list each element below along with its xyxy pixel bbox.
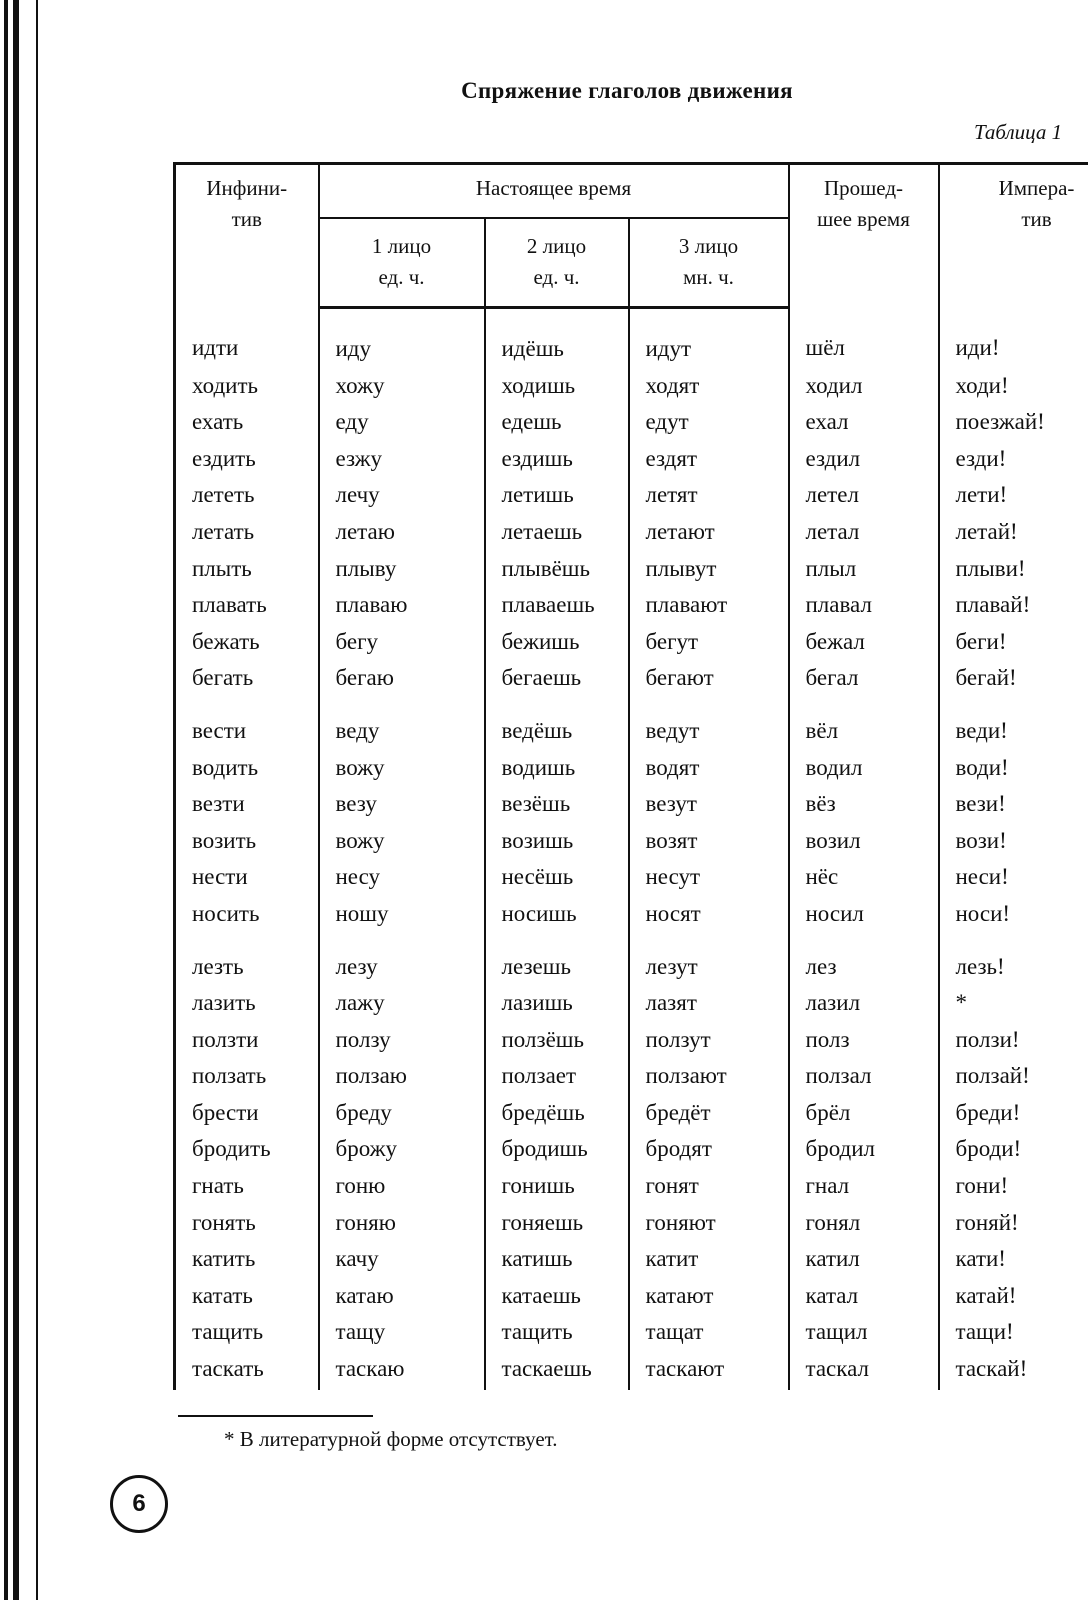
table-row [175, 308, 1088, 368]
table-row [175, 1351, 1088, 1390]
cell-third-person: несут [629, 859, 789, 896]
table-row [175, 441, 1088, 478]
table-row [175, 1131, 1088, 1168]
cell-infinitive: бегать [175, 660, 319, 697]
cell-infinitive: брести [175, 1095, 319, 1132]
cell-imperative: ползи! [939, 1022, 1088, 1059]
cell-first-person: везу [319, 786, 485, 823]
cell-imperative: кати! [939, 1241, 1088, 1278]
table-row [175, 697, 1088, 750]
cell-imperative: езди! [939, 441, 1088, 478]
table-row [175, 477, 1088, 514]
cell-infinitive: плавать [175, 587, 319, 624]
cell-imperative: води! [939, 750, 1088, 787]
cell-past: тащил [789, 1314, 939, 1351]
cell-imperative: гони! [939, 1168, 1088, 1205]
cell-past: летел [789, 477, 939, 514]
cell-third-person: возят [629, 823, 789, 860]
cell-infinitive: гонять [175, 1205, 319, 1242]
cell-past: вёз [789, 786, 939, 823]
cell-past: плыл [789, 551, 939, 588]
table-body [175, 308, 1088, 1391]
cell-imperative: поезжай! [939, 404, 1088, 441]
cell-imperative: таскай! [939, 1351, 1088, 1390]
cell-second-person: носишь [485, 896, 629, 933]
cell-infinitive: лезть [175, 933, 319, 986]
cell-past: нёс [789, 859, 939, 896]
cell-third-person: летят [629, 477, 789, 514]
cell-third-person: лазят [629, 985, 789, 1022]
cell-imperative: вози! [939, 823, 1088, 860]
cell-third-person: бегают [629, 660, 789, 697]
cell-past: катал [789, 1278, 939, 1315]
footnote: * В литературной форме отсутствует. [224, 1427, 558, 1451]
cell-infinitive: нести [175, 859, 319, 896]
cell-first-person: тащу [319, 1314, 485, 1351]
cell-third-person: катит [629, 1241, 789, 1278]
table-row [175, 368, 1088, 405]
table-row [175, 896, 1088, 933]
table-row [175, 786, 1088, 823]
cell-second-person: бежишь [485, 624, 629, 661]
table-row [175, 985, 1088, 1022]
cell-first-person: таскаю [319, 1351, 485, 1390]
cell-past: шёл [789, 308, 939, 368]
cell-first-person: лечу [319, 477, 485, 514]
cell-past: вёл [789, 697, 939, 750]
cell-past: носил [789, 896, 939, 933]
footnote-divider [178, 1415, 373, 1417]
cell-third-person: едут [629, 404, 789, 441]
cell-first-person: бегаю [319, 660, 485, 697]
cell-third-person: идут [629, 308, 789, 368]
cell-infinitive: ходить [175, 368, 319, 405]
cell-infinitive: ехать [175, 404, 319, 441]
cell-second-person: летишь [485, 477, 629, 514]
cell-imperative: неси! [939, 859, 1088, 896]
cell-imperative: ползай! [939, 1058, 1088, 1095]
cell-first-person: вожу [319, 823, 485, 860]
cell-past: бродил [789, 1131, 939, 1168]
cell-third-person: ведут [629, 697, 789, 750]
cell-infinitive: катать [175, 1278, 319, 1315]
cell-imperative: броди! [939, 1131, 1088, 1168]
cell-third-person: бредёт [629, 1095, 789, 1132]
cell-first-person: иду [319, 308, 485, 368]
cell-third-person: бродят [629, 1131, 789, 1168]
cell-past: катил [789, 1241, 939, 1278]
cell-past: ехал [789, 404, 939, 441]
cell-infinitive: бежать [175, 624, 319, 661]
cell-second-person: ведёшь [485, 697, 629, 750]
table-row [175, 750, 1088, 787]
cell-second-person: таскаешь [485, 1351, 629, 1390]
cell-third-person: гоняют [629, 1205, 789, 1242]
cell-second-person: тащить [485, 1314, 629, 1351]
cell-third-person: плавают [629, 587, 789, 624]
cell-infinitive: вести [175, 697, 319, 750]
cell-third-person: ходят [629, 368, 789, 405]
conjugation-table [173, 162, 1088, 1390]
cell-infinitive: водить [175, 750, 319, 787]
cell-first-person: гоню [319, 1168, 485, 1205]
table-row [175, 551, 1088, 588]
cell-second-person: ездишь [485, 441, 629, 478]
table-row [175, 859, 1088, 896]
cell-imperative: лети! [939, 477, 1088, 514]
cell-past: лазил [789, 985, 939, 1022]
table-row [175, 1058, 1088, 1095]
cell-third-person: лезут [629, 933, 789, 986]
cell-past: водил [789, 750, 939, 787]
cell-second-person: лазишь [485, 985, 629, 1022]
cell-first-person: ношу [319, 896, 485, 933]
cell-third-person: гонят [629, 1168, 789, 1205]
header-first-person-singular: 1 лицо ед. ч. [319, 218, 485, 308]
cell-imperative: бреди! [939, 1095, 1088, 1132]
cell-third-person: плывут [629, 551, 789, 588]
table-row [175, 823, 1088, 860]
cell-third-person: везут [629, 786, 789, 823]
cell-imperative: плавай! [939, 587, 1088, 624]
cell-second-person: идёшь [485, 308, 629, 368]
table-row [175, 404, 1088, 441]
cell-past: ездил [789, 441, 939, 478]
cell-past: возил [789, 823, 939, 860]
cell-second-person: везёшь [485, 786, 629, 823]
table-row [175, 660, 1088, 697]
cell-infinitive: гнать [175, 1168, 319, 1205]
cell-second-person: ходишь [485, 368, 629, 405]
header-infinitive: Инфини- тив [175, 164, 319, 308]
cell-infinitive: плыть [175, 551, 319, 588]
cell-second-person: ползёшь [485, 1022, 629, 1059]
cell-first-person: еду [319, 404, 485, 441]
table-row [175, 587, 1088, 624]
cell-first-person: качу [319, 1241, 485, 1278]
table-label: Таблица 1 [974, 120, 1063, 144]
cell-second-person: бродишь [485, 1131, 629, 1168]
cell-past: гнал [789, 1168, 939, 1205]
cell-first-person: плаваю [319, 587, 485, 624]
cell-first-person: ползаю [319, 1058, 485, 1095]
cell-infinitive: ползать [175, 1058, 319, 1095]
header-past-tense: Прошед- шее время [789, 164, 939, 308]
cell-infinitive: лазить [175, 985, 319, 1022]
cell-second-person: катаешь [485, 1278, 629, 1315]
cell-first-person: лажу [319, 985, 485, 1022]
cell-first-person: веду [319, 697, 485, 750]
cell-second-person: бредёшь [485, 1095, 629, 1132]
header-present-tense: Настоящее время [319, 164, 789, 219]
cell-imperative: плыви! [939, 551, 1088, 588]
header-second-person-singular: 2 лицо ед. ч. [485, 218, 629, 308]
cell-second-person: лезешь [485, 933, 629, 986]
table-row [175, 1278, 1088, 1315]
cell-past: летал [789, 514, 939, 551]
cell-second-person: возишь [485, 823, 629, 860]
cell-past: брёл [789, 1095, 939, 1132]
cell-first-person: бреду [319, 1095, 485, 1132]
table-row [175, 514, 1088, 551]
cell-third-person: ползают [629, 1058, 789, 1095]
cell-imperative: * [939, 985, 1088, 1022]
book-binding-edge [0, 0, 48, 1600]
cell-third-person: ездят [629, 441, 789, 478]
cell-second-person: ползает [485, 1058, 629, 1095]
page-title: Спряжение глаголов движения [461, 78, 793, 103]
cell-past: плавал [789, 587, 939, 624]
cell-infinitive: таскать [175, 1351, 319, 1390]
cell-first-person: вожу [319, 750, 485, 787]
header-imperative: Импера- тив [939, 164, 1088, 308]
cell-imperative: летай! [939, 514, 1088, 551]
cell-imperative: катай! [939, 1278, 1088, 1315]
cell-second-person: гонишь [485, 1168, 629, 1205]
table-row [175, 1095, 1088, 1132]
cell-past: бежал [789, 624, 939, 661]
cell-first-person: бегу [319, 624, 485, 661]
cell-imperative: носи! [939, 896, 1088, 933]
cell-first-person: гоняю [319, 1205, 485, 1242]
cell-second-person: бегаешь [485, 660, 629, 697]
table-row [175, 624, 1088, 661]
cell-imperative: веди! [939, 697, 1088, 750]
cell-past: полз [789, 1022, 939, 1059]
cell-infinitive: носить [175, 896, 319, 933]
cell-second-person: катишь [485, 1241, 629, 1278]
table-row [175, 1168, 1088, 1205]
table-row [175, 1241, 1088, 1278]
cell-infinitive: возить [175, 823, 319, 860]
cell-infinitive: ползти [175, 1022, 319, 1059]
cell-infinitive: ездить [175, 441, 319, 478]
cell-imperative: иди! [939, 308, 1088, 368]
cell-first-person: ползу [319, 1022, 485, 1059]
cell-first-person: хожу [319, 368, 485, 405]
cell-second-person: несёшь [485, 859, 629, 896]
cell-past: гонял [789, 1205, 939, 1242]
cell-second-person: плаваешь [485, 587, 629, 624]
cell-imperative: тащи! [939, 1314, 1088, 1351]
cell-infinitive: бродить [175, 1131, 319, 1168]
page-number: 6 [110, 1475, 168, 1533]
cell-third-person: ползут [629, 1022, 789, 1059]
cell-past: бегал [789, 660, 939, 697]
conjugation-table-wrapper [173, 162, 1088, 1390]
cell-second-person: гоняешь [485, 1205, 629, 1242]
cell-first-person: катаю [319, 1278, 485, 1315]
cell-first-person: летаю [319, 514, 485, 551]
cell-infinitive: летать [175, 514, 319, 551]
cell-first-person: плыву [319, 551, 485, 588]
cell-second-person: едешь [485, 404, 629, 441]
cell-third-person: летают [629, 514, 789, 551]
cell-third-person: катают [629, 1278, 789, 1315]
table-row [175, 1022, 1088, 1059]
cell-third-person: таскают [629, 1351, 789, 1390]
cell-infinitive: катить [175, 1241, 319, 1278]
header-third-person-plural: 3 лицо мн. ч. [629, 218, 789, 308]
cell-imperative: беги! [939, 624, 1088, 661]
cell-infinitive: тащить [175, 1314, 319, 1351]
cell-third-person: тащат [629, 1314, 789, 1351]
cell-third-person: водят [629, 750, 789, 787]
cell-imperative: ходи! [939, 368, 1088, 405]
table-row [175, 1205, 1088, 1242]
cell-second-person: плывёшь [485, 551, 629, 588]
cell-past: ходил [789, 368, 939, 405]
cell-infinitive: везти [175, 786, 319, 823]
cell-infinitive: идти [175, 308, 319, 368]
cell-past: таскал [789, 1351, 939, 1390]
cell-imperative: лезь! [939, 933, 1088, 986]
cell-first-person: несу [319, 859, 485, 896]
cell-infinitive: лететь [175, 477, 319, 514]
table-row [175, 933, 1088, 986]
table-row [175, 1314, 1088, 1351]
cell-third-person: носят [629, 896, 789, 933]
cell-second-person: летаешь [485, 514, 629, 551]
cell-imperative: бегай! [939, 660, 1088, 697]
cell-first-person: лезу [319, 933, 485, 986]
cell-first-person: брожу [319, 1131, 485, 1168]
cell-second-person: водишь [485, 750, 629, 787]
cell-past: ползал [789, 1058, 939, 1095]
cell-first-person: езжу [319, 441, 485, 478]
cell-third-person: бегут [629, 624, 789, 661]
cell-past: лез [789, 933, 939, 986]
cell-imperative: гоняй! [939, 1205, 1088, 1242]
cell-imperative: вези! [939, 786, 1088, 823]
